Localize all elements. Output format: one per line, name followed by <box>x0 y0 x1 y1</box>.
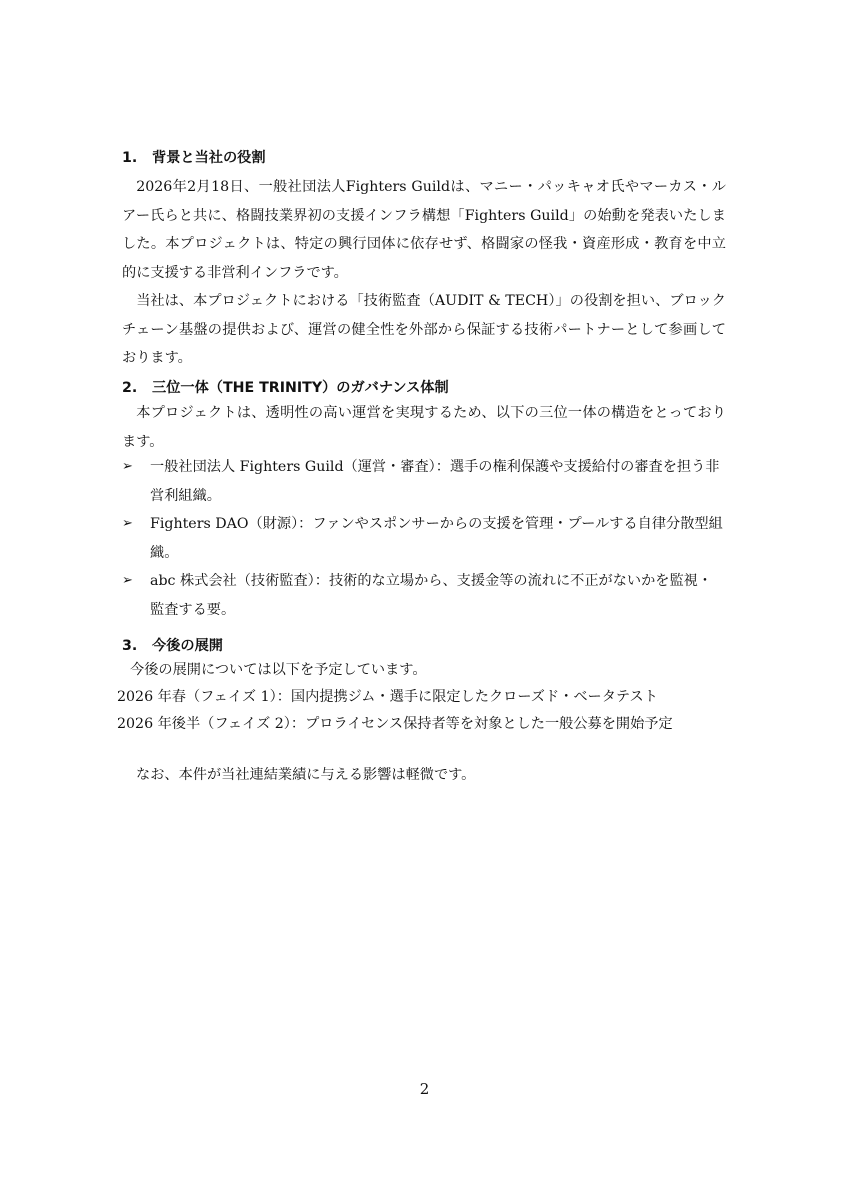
trinity-list <box>122 453 726 624</box>
section-3-title: 今後の展開 <box>152 638 223 654</box>
trinity-item-guild: 一般社団法人 Fighters Guild（運営・審査）：選手の権利保護や支援給付の審査を担う非営利組織。 <box>150 459 720 504</box>
roadmap-phase-2: 2026 年後半（フェイズ 2）：プロライセンス保持者等を対象とした一般公募を開始予定 <box>117 716 673 732</box>
section-2-title: 三位一体（THE TRINITY）のガバナンス体制 <box>152 380 449 396</box>
section-2-number: 2. <box>122 380 138 396</box>
list-item <box>122 453 726 510</box>
page-number: 2 <box>419 1080 430 1098</box>
section-2-heading <box>122 378 449 398</box>
arrow-bullet-icon: ➢ <box>122 573 133 588</box>
list-item <box>122 510 726 567</box>
section-1-number: 1. <box>122 150 138 166</box>
trinity-item-abc: abc 株式会社（技術監査）：技術的な立場から、支援金等の流れに不正がないかを監視・監査する要。 <box>150 573 713 618</box>
section-2-intro: 本プロジェクトは、透明性の高い運営を実現するため、以下の三位一体の構造をとっております。 <box>122 405 726 450</box>
section-3-intro: 今後の展開については以下を予定しています。 <box>130 662 427 678</box>
trinity-item-dao: Fighters DAO（財源）：ファンやスポンサーからの支援を管理・プールする自律分散型組織。 <box>150 516 723 561</box>
list-item <box>122 567 726 624</box>
arrow-bullet-icon: ➢ <box>122 516 133 531</box>
section-3-heading <box>122 636 223 656</box>
arrow-bullet-icon: ➢ <box>122 459 133 474</box>
roadmap-phase-1: 2026 年春（フェイズ 1）：国内提携ジム・選手に限定したクローズド・ベータテスト <box>117 689 658 705</box>
section-1-paragraph-1: 2026年2月18日、一般社団法人Fighters Guildは、マニー・パッキャオ氏やマーカス・ルアー氏らと共に、格闘技業界初の支援インフラ構想「Fighters Guild」の始動を発表いたしました。本プロジェクトは、特定の興行団体に依存せず、格闘家の怪我・資産形成・教育を中立的に支援する非営利インフラです。 <box>122 179 726 281</box>
section-3-number: 3. <box>122 638 138 654</box>
section-1-heading <box>122 148 266 168</box>
section-1-title: 背景と当社の役割 <box>152 150 266 166</box>
section-1-paragraph-2: 当社は、本プロジェクトにおける「技術監査（AUDIT & TECH）」の役割を担い、ブロックチェーン基盤の提供および、運営の健全性を外部から保証する技術パートナーとして参画しております。 <box>122 293 726 366</box>
closing-note: なお、本件が当社連結業績に与える影響は軽微です。 <box>136 767 476 783</box>
